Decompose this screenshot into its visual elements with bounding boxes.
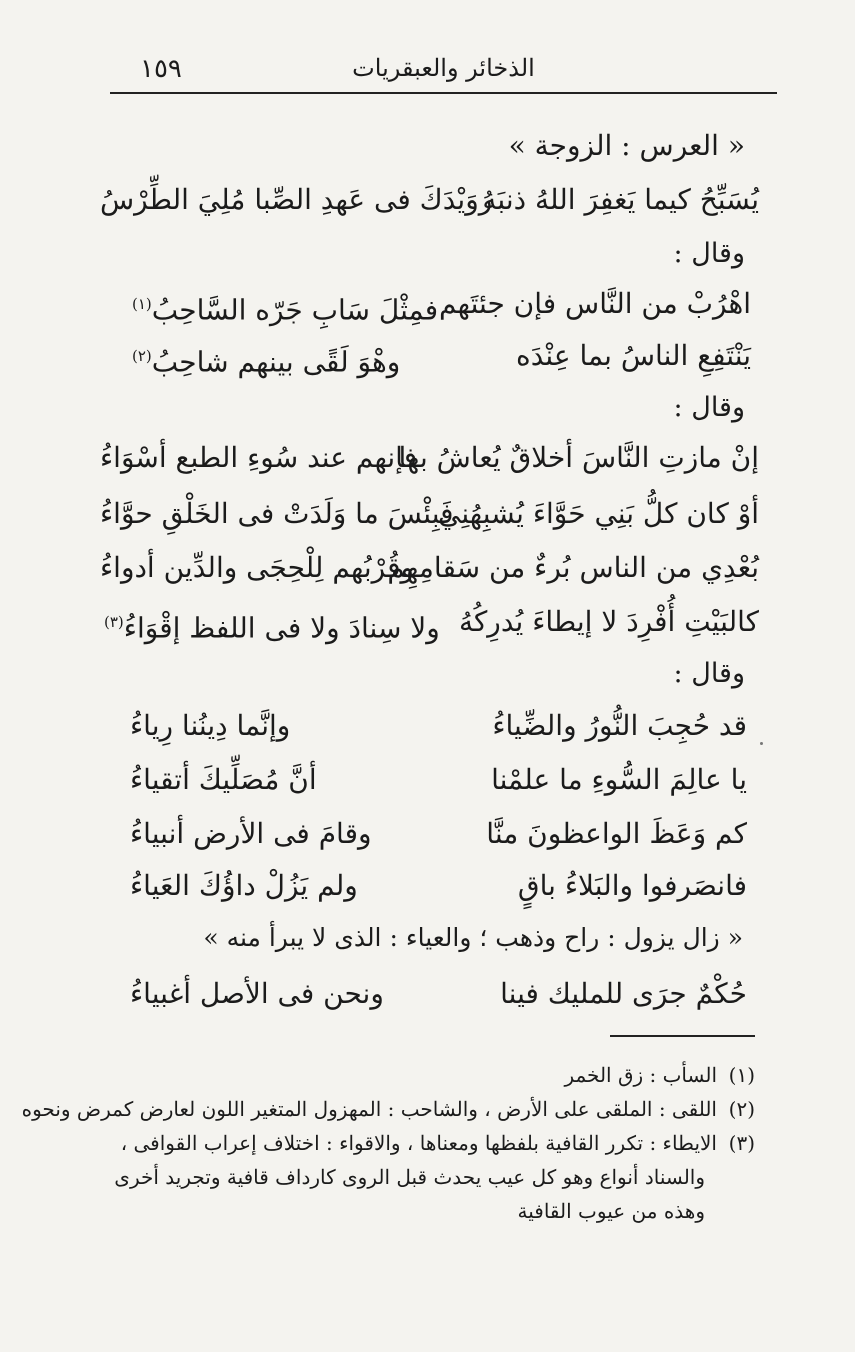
footnote-continuation: وهذه من عيوب القافية: [517, 1199, 705, 1223]
verse-second-hemistich: وإنَّما دِينُنا رِياءُ: [130, 709, 291, 742]
running-title: الذخائر والعبقريات: [352, 54, 535, 82]
verse-second-hemistich: فإنهم عند سُوءِ الطبع أسْوَاءُ: [100, 441, 418, 474]
footnote-text: اللقى : الملقى على الأرض ، والشاحب : المهزول المتغير اللون لعارض كمرض ونحوه: [21, 1097, 717, 1121]
footnote-separator: [610, 1035, 755, 1037]
footnote-number: (٢): [728, 1097, 755, 1121]
footnote-text: الايطاء : تكرر القافية بلفظها ومعناها ، والاقواء : اختلاف إعراب القوافى ،: [120, 1131, 717, 1155]
verse-first-hemistich: يا عالِمَ السُّوءِ ما علمْنا: [491, 763, 747, 796]
paper-speck: [760, 742, 763, 745]
page-number: ١٥٩: [140, 54, 182, 84]
verse-second-text: وهْوَ لَقًى بينهم شاحِبُ: [151, 345, 401, 379]
verse-second-text: فمِثْلَ سَابِ جَرّه السَّاحِبُ: [151, 293, 439, 327]
footnote-reference: (١): [132, 295, 152, 313]
verse-first-hemistich: كم وَعَظَ الواعظونَ منَّا: [486, 817, 747, 850]
section-heading: « العرس : الزوجة »: [508, 129, 745, 162]
header-rule: [110, 92, 777, 94]
verse-line: [128, 284, 751, 332]
verse-line: [100, 548, 759, 596]
verse-first-hemistich: إنْ مازتِ النَّاسَ أخلاقٌ يُعاشُ بها: [398, 441, 759, 474]
verse-line: [130, 706, 747, 754]
poem-intro-label: وقال :: [673, 238, 745, 269]
verse-first-hemistich: بُعْدِي من الناس بُرءٌ من سَقامِهِم: [387, 551, 759, 584]
footnote-text: السأب : زق الخمر: [564, 1063, 717, 1087]
verse-line: [130, 760, 747, 808]
verse-first-hemistich: اهْرُبْ من النَّاس فإن جئتَهم: [439, 287, 751, 320]
footnote-reference: (٢): [132, 347, 152, 365]
verse-second-hemistich: وقامَ فى الأرض أنبياءُ: [130, 817, 372, 850]
verse-first-hemistich: فانصَرفوا والبَلاءُ باقٍ: [517, 869, 747, 902]
footnote-item: [121, 1128, 755, 1158]
verse-line: [100, 438, 759, 486]
verse-first-hemistich: قد حُجِبَ النُّورُ والضِّياءُ: [492, 709, 747, 742]
poem-intro-label: وقال :: [673, 658, 745, 689]
verse-second-hemistich: ولم يَزُلْ داؤُكَ العَياءُ: [130, 869, 358, 902]
verse-line: [100, 180, 759, 228]
footnote-reference: (٣): [104, 613, 124, 631]
verse-second-hemistich: [128, 284, 438, 330]
verse-second-hemistich: [100, 602, 440, 648]
footnote-item: [22, 1094, 755, 1124]
verse-line: [128, 336, 751, 384]
verse-second-hemistich: رُوَيْدَكَ فى عَهدِ الصِّبا مُلِيَ الطِّرْسُ: [100, 183, 493, 216]
footnote-continuation: والسناد أنواع وهو كل عيب يحدث قبل الروى كارداف قافية وتجريد أخرى: [114, 1165, 705, 1189]
footnote-number: (١): [728, 1063, 755, 1087]
gloss-note: « زال يزول : راح وذهب ؛ والعياء : الذى لا يبرأ منه »: [203, 923, 743, 952]
verse-second-hemistich: وقُرْبُهم لِلْحِجَى والدِّين أدواءُ: [100, 551, 415, 584]
verse-second-hemistich: فَبِئْسَ ما وَلَدَتْ فى الخَلْقِ حوَّاءُ: [100, 497, 454, 530]
verse-first-hemistich: يَنْتَفِعِ الناسُ بما عِنْدَه: [516, 339, 751, 372]
verse-second-hemistich: [128, 336, 400, 382]
verse-line: [130, 814, 747, 862]
verse-line: [100, 602, 759, 650]
verse-line: [130, 974, 747, 1022]
verse-second-hemistich: ونحن فى الأصل أغبياءُ: [130, 977, 384, 1010]
footnote-number: (٣): [728, 1131, 755, 1155]
verse-second-hemistich: أنَّ مُصَلِّيكَ أتقياءُ: [130, 763, 317, 796]
poem-intro-label: وقال :: [673, 392, 745, 423]
verse-second-text: ولا سِنادَ ولا فى اللفظ إقْوَاءُ: [123, 611, 440, 645]
verse-first-hemistich: أوْ كان كلُّ بَنِي حَوَّاءَ يُشبِهُنِي: [438, 497, 759, 530]
verse-first-hemistich: حُكْمٌ جرَى للمليك فينا: [500, 977, 747, 1010]
verse-line: [130, 866, 747, 914]
footnote-item: [564, 1060, 755, 1090]
verse-line: [100, 494, 759, 542]
page-header: [110, 48, 777, 92]
verse-first-hemistich: يُسَبِّحُ كيما يَغفِرَ اللهُ ذنبَه: [482, 183, 759, 216]
verse-first-hemistich: كالبَيْتِ أُفْرِدَ لا إيطاءَ يُدرِكُهُ: [458, 605, 759, 638]
